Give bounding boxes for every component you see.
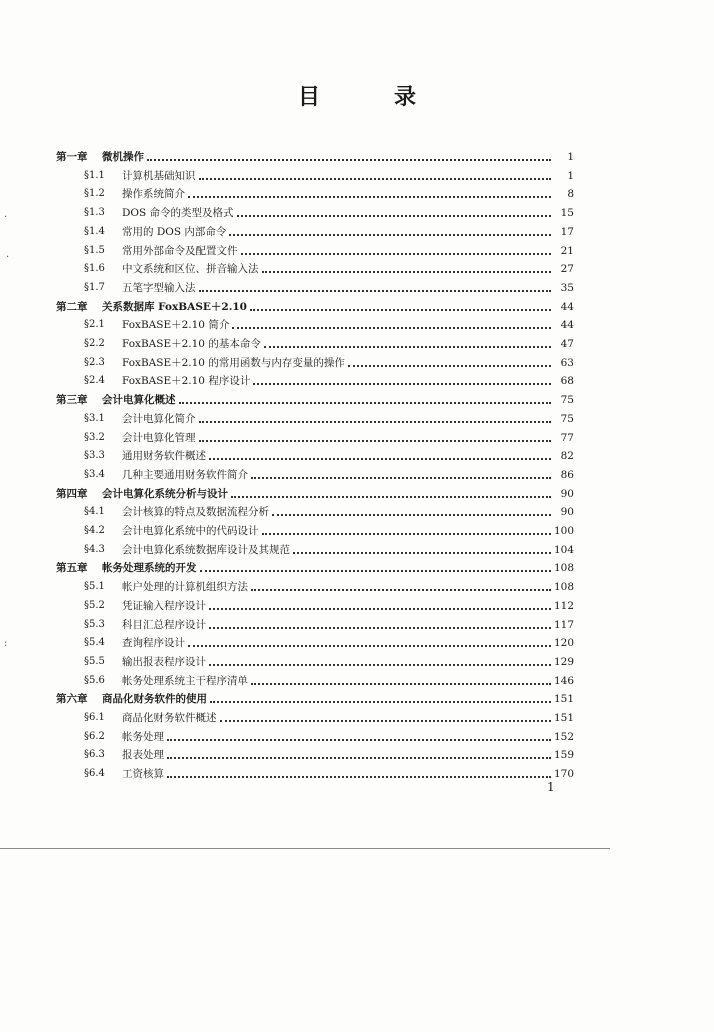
section-number: §3.2: [84, 432, 105, 443]
section-number: §2.2: [84, 338, 105, 349]
section-number: §3.1: [84, 413, 105, 424]
toc-section-row: [84, 410, 574, 426]
toc-section-row: [84, 541, 574, 557]
section-number: §2.1: [84, 319, 105, 330]
dot-leader: [251, 589, 551, 591]
chapter-number: 第五章: [56, 562, 88, 574]
toc-page-number: 90: [560, 506, 574, 518]
section-number: §6.4: [84, 768, 105, 779]
toc-page-number: 129: [553, 656, 574, 668]
toc-section-row: [84, 260, 574, 276]
chapter-title: 微机操作: [102, 151, 144, 163]
toc-section-row: [84, 765, 574, 781]
section-number: §3.4: [84, 469, 105, 480]
dot-leader: [167, 776, 551, 778]
section-title: FoxBASE＋2.10 的常用函数与内存变量的操作: [122, 357, 345, 369]
section-number: §5.6: [84, 675, 105, 686]
section-number: §5.3: [84, 619, 105, 630]
toc-page-number: 35: [560, 282, 574, 294]
section-title: 常用外部命令及配置文件: [122, 245, 238, 257]
chapter-title: 会计电算化系统分析与设计: [102, 488, 228, 500]
toc-chapter-row: [56, 690, 574, 706]
section-number: §6.1: [84, 712, 105, 723]
section-number: §5.4: [84, 637, 105, 648]
toc-section-row: [84, 335, 574, 351]
section-number: §5.2: [84, 600, 105, 611]
chapter-title: 帐务处理系统的开发: [102, 562, 197, 574]
toc-page-number: 75: [560, 413, 574, 425]
toc-page-number: 68: [560, 375, 574, 387]
section-title: 输出报表程序设计: [122, 656, 206, 668]
dot-leader: [209, 664, 551, 666]
section-title: 通用财务软件概述: [122, 450, 206, 462]
dot-leader: [220, 720, 551, 722]
dot-leader: [241, 253, 552, 255]
chapter-number: 第六章: [56, 693, 88, 705]
toc-section-row: [84, 204, 574, 220]
section-title: FoxBASE＋2.10 简介: [122, 319, 230, 331]
toc-section-row: [84, 746, 574, 762]
scan-speck: ·: [6, 252, 10, 263]
toc-page-number: 75: [560, 394, 574, 406]
section-number: §4.1: [84, 506, 105, 517]
toc-page-number: 15: [560, 207, 574, 219]
toc-section-row: [84, 616, 574, 632]
toc-page-number: 108: [553, 562, 574, 574]
section-number: §6.2: [84, 731, 105, 742]
dot-leader: [232, 327, 551, 329]
toc-page-number: 120: [553, 637, 574, 649]
dot-leader: [210, 701, 551, 703]
toc-page-number: 82: [560, 450, 574, 462]
dot-leader: [231, 496, 551, 498]
toc-page-number: 17: [560, 226, 574, 238]
dot-leader: [237, 215, 551, 217]
dot-leader: [209, 458, 551, 460]
chapter-title: 关系数据库 FoxBASE＋2.10: [102, 301, 247, 313]
dot-leader: [272, 514, 551, 516]
toc-section-row: [84, 316, 574, 332]
chapter-title: 会计电算化概述: [102, 394, 176, 406]
section-title: 科目汇总程序设计: [122, 619, 206, 631]
section-title: 几种主要通用财务软件简介: [122, 469, 248, 481]
dot-leader: [209, 608, 551, 610]
dot-leader: [262, 533, 551, 535]
section-title: 会计电算化简介: [122, 413, 196, 425]
dot-leader: [229, 234, 551, 236]
toc-page-number: 151: [553, 693, 574, 705]
section-number: §1.6: [84, 263, 105, 274]
dot-leader: [251, 477, 551, 479]
section-title: 会计电算化系统数据库设计及其规范: [122, 544, 290, 556]
section-title: 会计电算化管理: [122, 432, 196, 444]
section-number: §2.4: [84, 375, 105, 386]
scan-speck: :: [4, 638, 8, 649]
dot-leader: [199, 421, 552, 423]
section-title: FoxBASE＋2.10 程序设计: [122, 375, 251, 387]
toc-page-number: 152: [553, 731, 574, 743]
toc-section-row: [84, 279, 574, 295]
toc-page-number: 1: [567, 170, 574, 182]
section-title: 凭证输入程序设计: [122, 600, 206, 612]
toc-page-number: 27: [560, 263, 574, 275]
section-number: §6.3: [84, 749, 105, 760]
section-title: 五笔字型输入法: [122, 282, 196, 294]
page-title: 目 录: [297, 84, 442, 110]
toc-section-row: [84, 709, 574, 725]
dot-leader: [147, 159, 551, 161]
toc-page-number: 77: [560, 432, 574, 444]
toc-page-number: 100: [553, 525, 574, 537]
toc-section-row: [84, 372, 574, 388]
toc-chapter-row: [56, 391, 574, 407]
toc-page-number: 8: [567, 188, 574, 200]
section-title: 报表处理: [122, 749, 164, 761]
toc-page-number: 47: [560, 338, 574, 350]
toc-section-row: [84, 653, 574, 669]
chapter-number: 第四章: [56, 488, 88, 500]
section-title: 帐务处理: [122, 731, 164, 743]
toc-page-number: 151: [553, 712, 574, 724]
toc-page-number: 63: [560, 357, 574, 369]
dot-leader: [188, 196, 551, 198]
section-title: 常用的 DOS 内部命令: [122, 226, 227, 238]
toc-page-number: 159: [553, 749, 574, 761]
toc-section-row: [84, 466, 574, 482]
dot-leader: [348, 365, 551, 367]
dot-leader: [200, 570, 551, 572]
section-title: 查询程序设计: [122, 637, 185, 649]
section-number: §4.2: [84, 525, 105, 536]
dot-leader: [167, 739, 551, 741]
toc-page-number: 108: [553, 581, 574, 593]
toc-section-row: [84, 522, 574, 538]
toc-page-number: 21: [560, 245, 574, 257]
toc-section-row: [84, 672, 574, 688]
dot-leader: [209, 627, 551, 629]
toc-section-row: [84, 634, 574, 650]
toc-section-row: [84, 167, 574, 183]
dot-leader: [199, 440, 552, 442]
toc-page-number: 44: [560, 319, 574, 331]
section-title: 操作系统简介: [122, 188, 185, 200]
section-number: §3.3: [84, 450, 105, 461]
section-number: §1.3: [84, 207, 105, 218]
toc-section-row: [84, 597, 574, 613]
dot-leader: [199, 290, 552, 292]
section-title: DOS 命令的类型及格式: [122, 207, 234, 219]
toc-section-row: [84, 354, 574, 370]
section-number: §1.2: [84, 188, 105, 199]
section-number: §2.3: [84, 357, 105, 368]
toc-page-number: 44: [560, 301, 574, 313]
scan-speck: ·: [4, 212, 8, 223]
scan-edge-line: [0, 848, 610, 849]
toc-section-row: [84, 429, 574, 445]
toc-section-row: [84, 185, 574, 201]
dot-leader: [250, 309, 551, 311]
section-number: §4.3: [84, 544, 105, 555]
section-title: 中文系统和区位、拼音输入法: [122, 263, 259, 275]
dot-leader: [251, 683, 551, 685]
toc-page-number: 117: [553, 619, 574, 631]
section-title: 会计电算化系统中的代码设计: [122, 525, 259, 537]
dot-leader: [167, 757, 551, 759]
toc-page-number: 170: [553, 768, 574, 780]
section-title: 会计核算的特点及数据流程分析: [122, 506, 269, 518]
dot-leader: [264, 346, 551, 348]
chapter-number: 第一章: [56, 151, 88, 163]
toc-chapter-row: [56, 148, 574, 164]
dot-leader: [253, 383, 551, 385]
chapter-number: 第三章: [56, 394, 88, 406]
section-number: §1.4: [84, 226, 105, 237]
chapter-title: 商品化财务软件的使用: [102, 693, 207, 705]
dot-leader: [188, 645, 551, 647]
toc-page-number: 86: [560, 469, 574, 481]
dot-leader: [262, 271, 552, 273]
toc-page-number: 112: [553, 600, 574, 612]
toc-page-number: 1: [567, 151, 574, 163]
section-number: §1.7: [84, 282, 105, 293]
section-title: FoxBASE＋2.10 的基本命令: [122, 338, 261, 350]
section-number: §1.1: [84, 170, 105, 181]
toc-chapter-row: [56, 298, 574, 314]
page-number: 1: [547, 780, 555, 794]
toc-chapter-row: [56, 559, 574, 575]
section-title: 计算机基础知识: [122, 170, 196, 182]
toc-section-row: [84, 503, 574, 519]
toc-section-row: [84, 447, 574, 463]
section-number: §5.5: [84, 656, 105, 667]
chapter-number: 第二章: [56, 301, 88, 313]
toc-page-number: 90: [560, 488, 574, 500]
section-number: §5.1: [84, 581, 105, 592]
section-number: §1.5: [84, 245, 105, 256]
section-title: 帐户处理的计算机组织方法: [122, 581, 248, 593]
toc-section-row: [84, 578, 574, 594]
toc-chapter-row: [56, 485, 574, 501]
toc-page-number: 146: [553, 675, 574, 687]
dot-leader: [179, 402, 552, 404]
toc-section-row: [84, 728, 574, 744]
toc-section-row: [84, 223, 574, 239]
section-title: 工资核算: [122, 768, 164, 780]
toc-section-row: [84, 242, 574, 258]
toc-page-number: 104: [553, 544, 574, 556]
dot-leader: [199, 178, 552, 180]
section-title: 帐务处理系统主干程序清单: [122, 675, 248, 687]
dot-leader: [293, 552, 551, 554]
section-title: 商品化财务软件概述: [122, 712, 217, 724]
